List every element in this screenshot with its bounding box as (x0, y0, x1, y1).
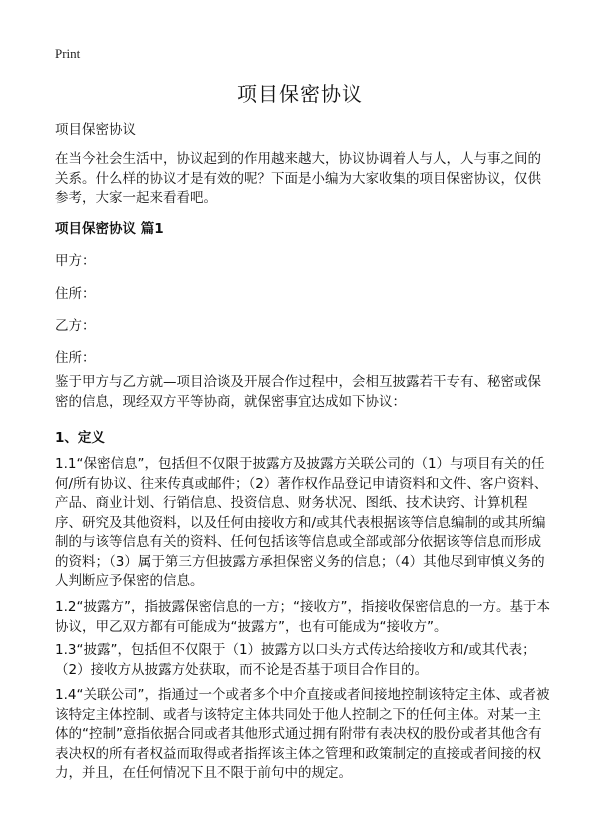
preamble-paragraph: 鉴于甲方与乙方就—项目洽谈及开展合作过程中，会相互披露若干专有、秘密或保密的信息，现经双方平等协商，就保密事宜达成如下协议： (55, 374, 541, 410)
clause-1-4: 1.4“关联公司”，指通过一个或者多个中介直接或者间接地控制该特定主体、或者被该特定主体控制、或者与该特定主体共同处于他人控制之下的任何主体。对某一主体的“控制”意指依据合同或者其他形式通过拥有附带有表决权的股份或者其他含有表决权的所有者权益而取得或者指挥该主体之管理和政策制定的直接或者间接的权力，并且，在任何情况下且不限于前句中的规定。 (55, 687, 550, 781)
clause-1-1: 1.1“保密信息”，包括但不仅限于披露方及披露方关联公司的（1）与项目有关的任何/所有协议、往来传真或邮件；（2）著作权作品登记申请资料和文件、客户资料、产品、商业计划、行销信息、投资信息、财务状况、图纸、技术诀窍、计算机程序、研究及其他资料，以及任何由接收方和/或其代表根据该等信息编制的或其所编制的与该等信息有关的资料、任何包括该等信息或全部或部分依据该等信息而形成的资料；（3）属于第三方但披露方承担保密义务的信息；（4）其他尽到审慎义务的人判断应予保密的信息。 (55, 456, 548, 589)
party-a-address-field: 住所： (55, 286, 96, 302)
party-b-field: 乙方： (55, 318, 96, 334)
intro-paragraph: 在当今社会生活中，协议起到的作用越来越大，协议协调着人与人，人与事之间的关系。什么样的协议才是有效的呢？下面是小编为大家收集的项目保密协议，仅供参考，大家一起来看看吧。 (55, 151, 541, 206)
section-heading: 项目保密协议 篇1 (55, 221, 164, 237)
clause-1-2: 1.2“披露方”，指披露保密信息的一方；“接收方”，指接收保密信息的一方。基于本协议，甲乙双方都有可能成为“披露方”，也有可能成为“接收方”。 (55, 599, 550, 635)
clause-heading: 1、定义 (55, 430, 105, 446)
document-subtitle: 项目保密协议 (55, 122, 136, 138)
print-link[interactable]: Print (55, 46, 81, 61)
party-a-field: 甲方： (55, 253, 96, 269)
page-title: 项目保密协议 (237, 82, 363, 106)
clause-1-3: 1.3“披露”，包括但不仅限于（1）披露方以口头方式传达给接收方和/或其代表；（2）接收方从披露方处获取，而不论是否基于项目合作目的。 (55, 642, 536, 678)
party-b-address-field: 住所： (55, 350, 96, 366)
